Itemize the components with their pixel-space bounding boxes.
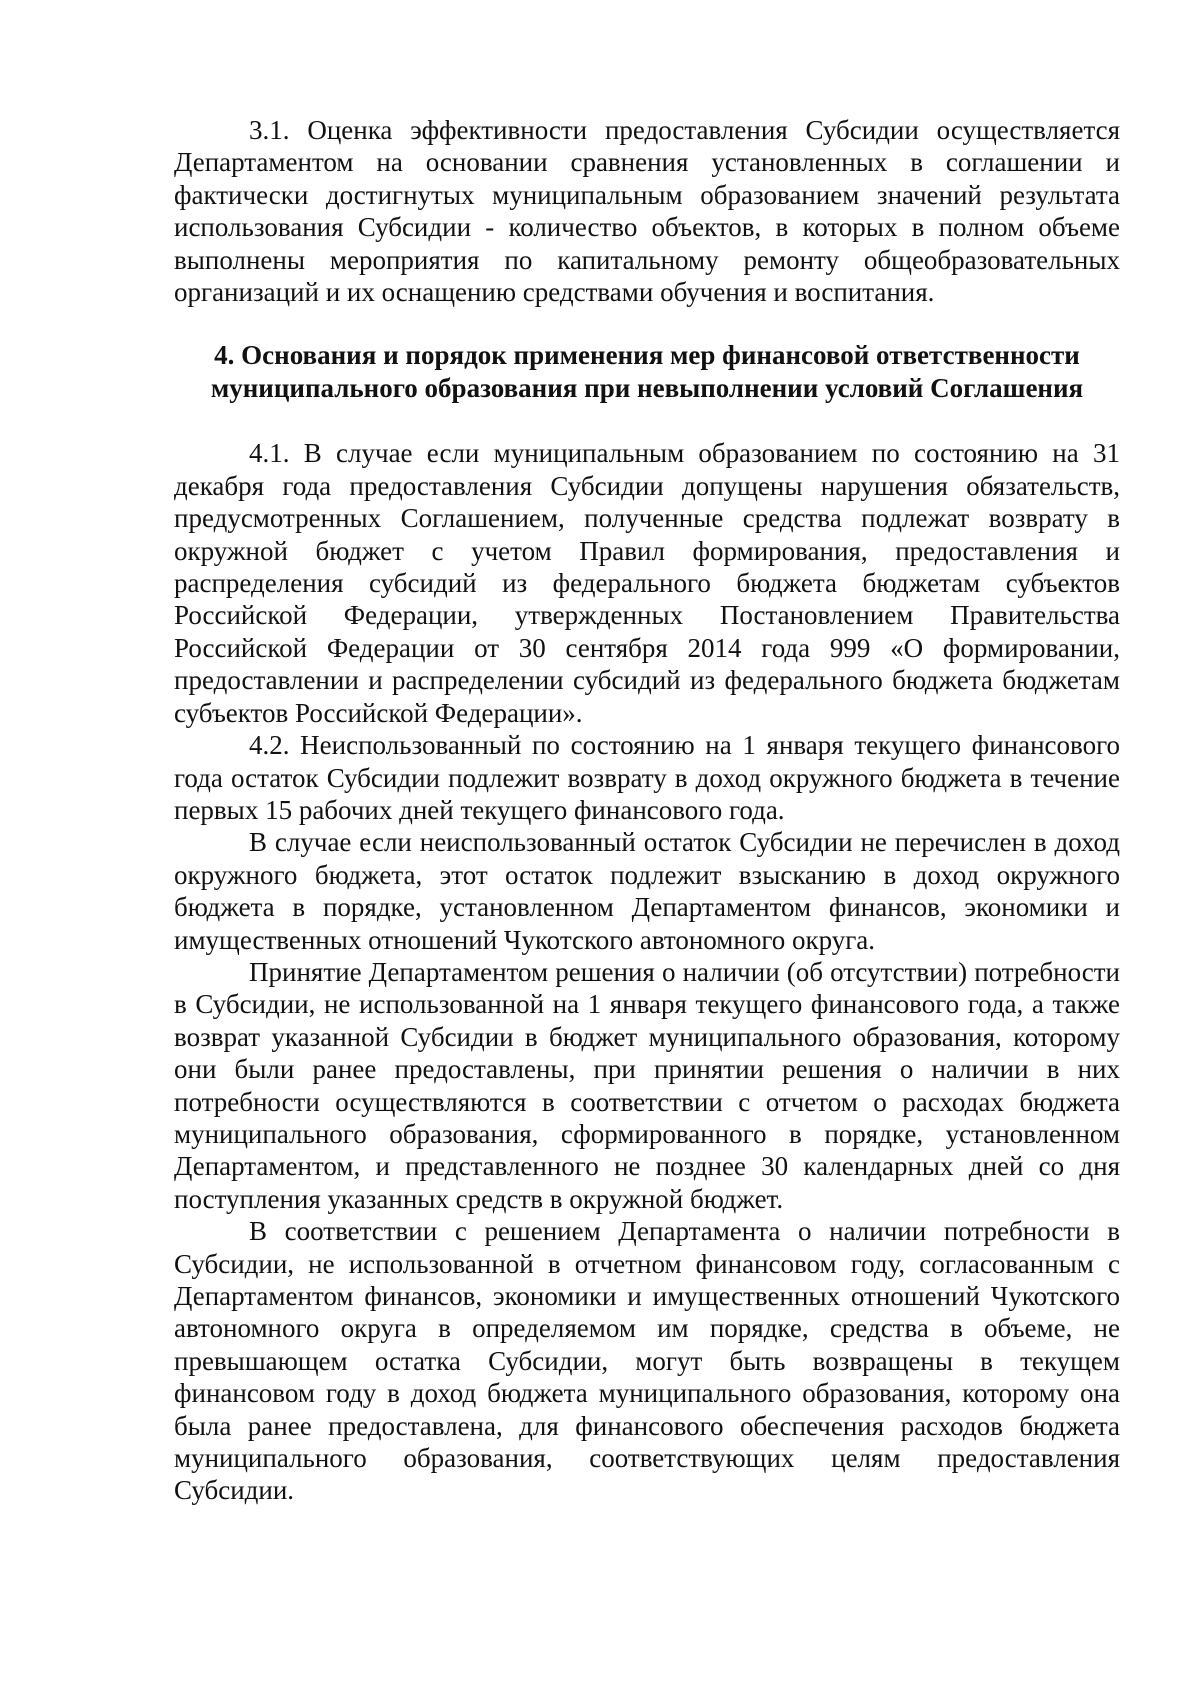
paragraph-4-2: 4.2. Неиспользованный по состоянию на 1 января текущего финансового года остаток Субсидии подлежит возврату в доход окружного бюджета в течение первых 15 рабочих дней текущего финансового года. [174,730,1120,825]
section-4-heading-line-1: 4. Основания и порядок применения мер финансовой ответственности [214,340,1080,371]
section-4-heading-line-2: муниципального образования при невыполнении условий Соглашения [210,373,1084,404]
paragraph-4-1: 4.1. В случае если муниципальным образованием по состоянию на 31 декабря года предоставления Субсидии допущены нарушения обязательств, предусмотренных Соглашением, полученные средства подлежат возврату в окружной бюджет с учетом Правил формирования, предоставления и распределения субсидий из федерального бюджета бюджетам субъектов Российской Федерации, утвержденных Постановлением Правительства Российской Федерации от 30 сентября 2014 года 999 «О формировании, предоставлении и распределении субсидий из федерального бюджета бюджетам субъектов Российской Федерации». [174,438,1120,728]
paragraph-3-1: 3.1. Оценка эффективности предоставления Субсидии осуществляется Департаментом на основании сравнения установленных в соглашении и фактически достигнутых муниципальным образованием значений результата использования Субсидии - количество объектов, в которых в полном объеме выполнены мероприятия по капитальному ремонту общеобразовательных организаций и их оснащению средствами обучения и воспитания. [174,115,1120,308]
document-body [174,114,1120,1507]
section-4-heading [174,339,1120,405]
paragraph-funds-return: В соответствии с решением Департамента о наличии потребности в Субсидии, не использованной в отчетном финансовом году, согласованным с Департаментом финансов, экономики и имущественных отношений Чукотского автономного округа в определяемом им порядке, средства в объеме, не превышающем остатка Субсидии, могут быть возвращены в текущем финансовом году в доход бюджета муниципального образования, которому она была ранее предоставлена, для финансового обеспечения расходов бюджета муниципального образования, соответствующих целям предоставления Субсидии. [174,1216,1120,1506]
paragraph-need-decision: Принятие Департаментом решения о наличии (об отсутствии) потребности в Субсидии, не использованной на 1 января текущего финансового года, а также возврат указанной Субсидии в бюджет муниципального образования, которому они были ранее предоставлены, при принятии решения о наличии в них потребности осуществляются в соответствии с отчетом о расходах бюджета муниципального образования, сформированного в порядке, установленном Департаментом, и представленного не позднее 30 календарных дней со дня поступления указанных средств в окружной бюджет. [174,956,1120,1214]
paragraph-unspent-balance-recovery: В случае если неиспользованный остаток Субсидии не перечислен в доход окружного бюджета, этот остаток подлежит взысканию в доход окружного бюджета в порядке, установленном Департаментом финансов, экономики и имущественных отношений Чукотского автономного округа. [174,827,1120,955]
